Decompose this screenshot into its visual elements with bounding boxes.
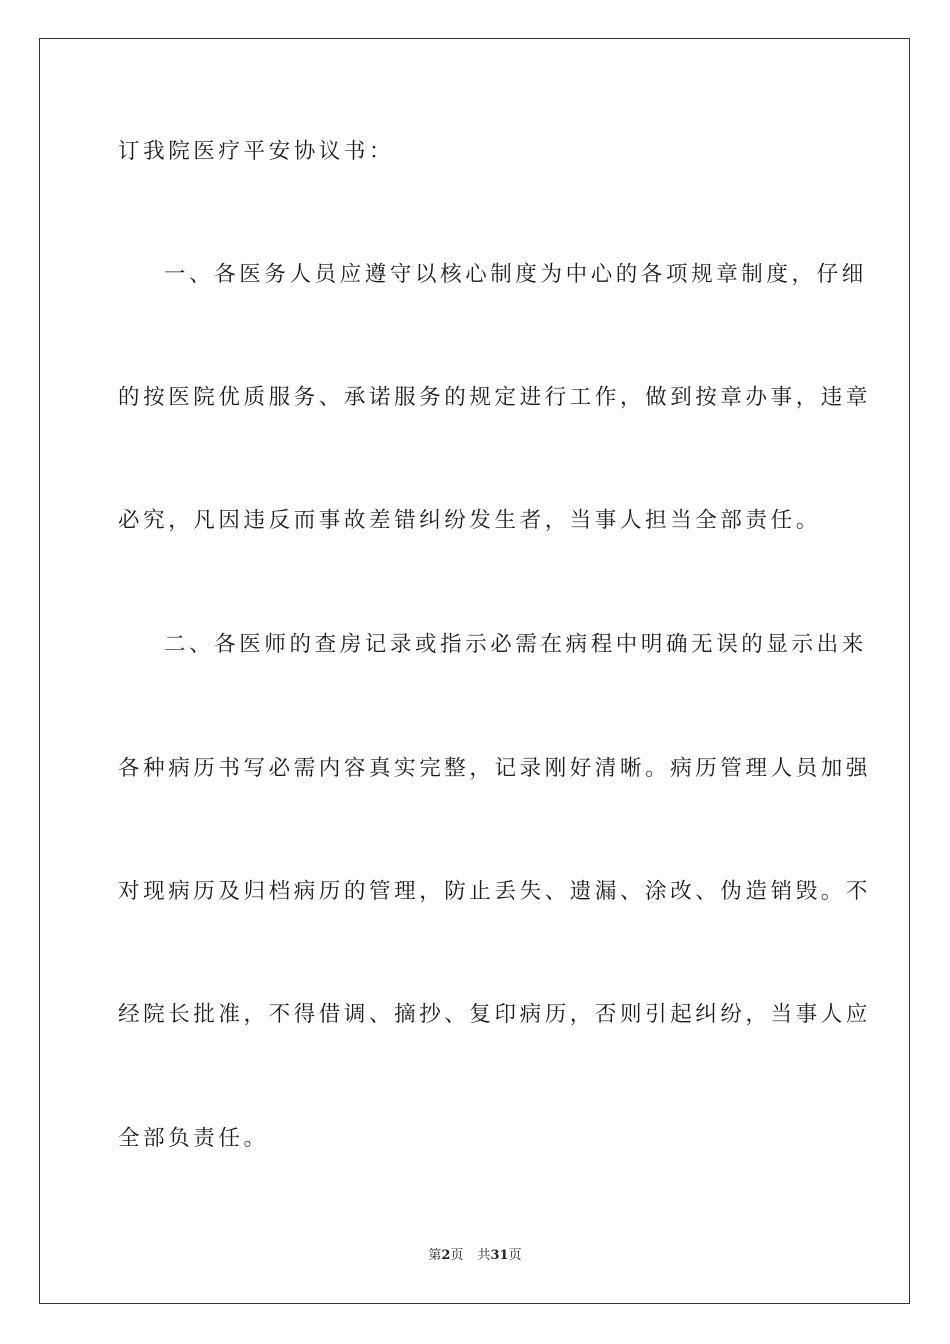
text-line-para1-end: 必究，凡因违反而事故差错纠纷发生者，当事人担当全部责任。	[118, 508, 821, 533]
text-line-para2-cont: 经院长批准，不得借调、摘抄、复印病历，否则引起纠纷，当事人应	[118, 1002, 872, 1027]
page-footer	[0, 1247, 950, 1265]
text-line-para2-cont: 各种病历书写必需内容真实完整，记录刚好清晰。病历管理人员加强	[118, 756, 872, 781]
page-prefix: 第	[428, 1248, 442, 1263]
total-suffix: 页	[508, 1248, 522, 1263]
total-prefix: 共	[477, 1248, 491, 1263]
page-suffix: 页	[450, 1248, 464, 1263]
text-line-para2-end: 全部负责任。	[118, 1126, 269, 1151]
text-line-para1-start: 一、各医务人员应遵守以核心制度为中心的各项规章制度，仔细	[164, 262, 867, 287]
text-line-heading: 订我院医疗平安协议书：	[118, 139, 395, 164]
page-border	[39, 38, 910, 1304]
text-line-para2-start: 二、各医师的查房记录或指示必需在病程中明确无误的显示出来	[164, 632, 867, 657]
text-line-para2-cont: 对现病历及归档病历的管理，防止丢失、遗漏、涂改、伪造销毁。不	[118, 879, 872, 904]
page-number: 2	[441, 1248, 451, 1263]
total-pages: 31	[490, 1248, 509, 1263]
text-line-para1-cont: 的按医院优质服务、承诺服务的规定进行工作，做到按章办事，违章	[118, 385, 872, 410]
